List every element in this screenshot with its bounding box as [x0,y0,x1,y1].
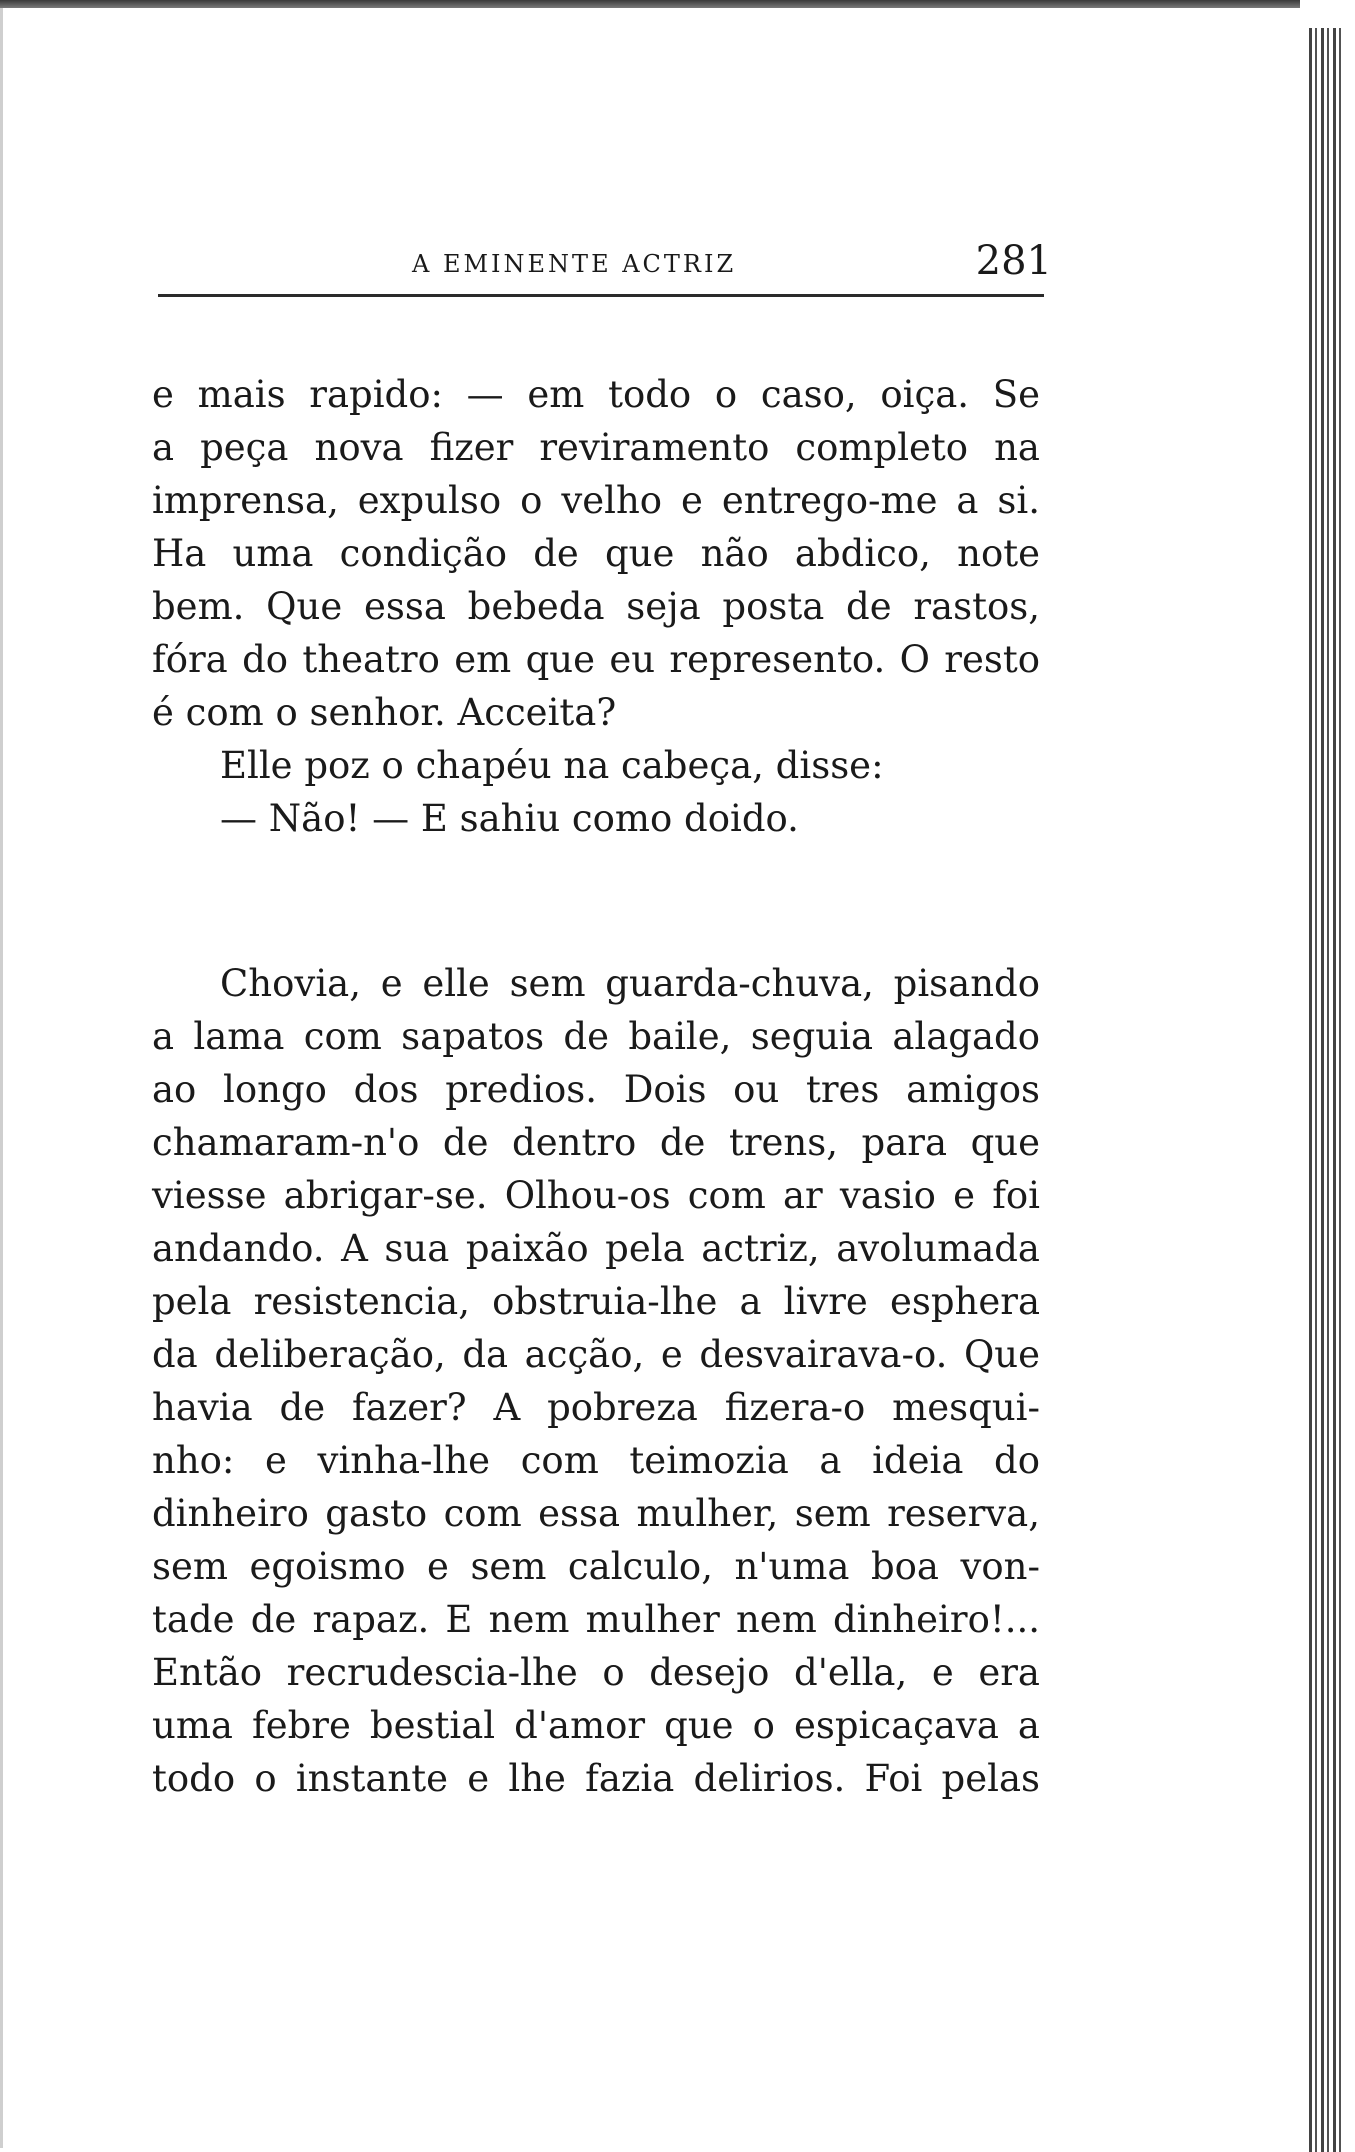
text-line: nho: e vinha-lhe com teimozia a ideia do [152,1439,1040,1482]
text-line: Chovia, e elle sem guarda-chuva, pisando [220,962,1040,1005]
text-line: andando. A sua paixão pela actriz, avolumada [152,1227,1040,1270]
text-line: havia de fazer? A pobreza fizera-o mesqui- [152,1386,1040,1429]
paragraph [152,739,1040,792]
text-line: da deliberação, da acção, e desvairava-o. Que [152,1333,1040,1376]
paragraph [152,792,1040,845]
text-line: bem. Que essa bebeda seja posta de rastos, [152,585,1040,628]
text-line: tade de rapaz. E nem mulher nem dinheiro!... [152,1598,1040,1641]
running-title: A EMINENTE ACTRIZ [412,250,737,278]
text-line: — Não! — E sahiu como doido. [220,797,799,840]
text-line: pela resistencia, obstruia-lhe a livre esphera [152,1280,1040,1323]
paragraph [152,368,1040,739]
text-line: fóra do theatro em que eu represento. O resto [152,638,1040,681]
running-head [150,238,1060,298]
text-line: uma febre bestial d'amor que o espicaçava a [152,1704,1040,1747]
text-line: é com o senhor. Acceita? [152,691,617,734]
binding-edge [1309,28,1343,2152]
paragraph [152,957,1040,1805]
text-line: a lama com sapatos de baile, seguia alagado [152,1015,1040,1058]
text-line: Elle poz o chapéu na cabeça, disse: [220,744,884,787]
text-line: chamaram-n'o de dentro de trens, para que [152,1121,1040,1164]
text-line: dinheiro gasto com essa mulher, sem reserva, [152,1492,1040,1535]
text-line: Então recrudescia-lhe o desejo d'ella, e era [152,1651,1040,1694]
text-line: todo o instante e lhe fazia delirios. Foi pelas [152,1757,1040,1800]
text-line: e mais rapido: — em todo o caso, oiça. Se [152,373,1040,416]
text-block-bottom [152,957,1040,1805]
text-line: ao longo dos predios. Dois ou tres amigos [152,1068,1040,1111]
text-line: viesse abrigar-se. Olhou-os com ar vasio e foi [152,1174,1040,1217]
text-line: imprensa, expulso o velho e entrego-me a si. [152,479,1040,522]
page-left-edge [0,8,3,2148]
page-number: 281 [975,238,1052,284]
text-line: a peça nova fizer reviramento completo na [152,426,1040,469]
text-line: sem egoismo e sem calculo, n'uma boa von- [152,1545,1040,1588]
text-block-top [152,368,1040,845]
text-line: Ha uma condição de que não abdico, note [152,532,1040,575]
header-rule [158,294,1044,297]
page-top-edge [0,0,1300,8]
